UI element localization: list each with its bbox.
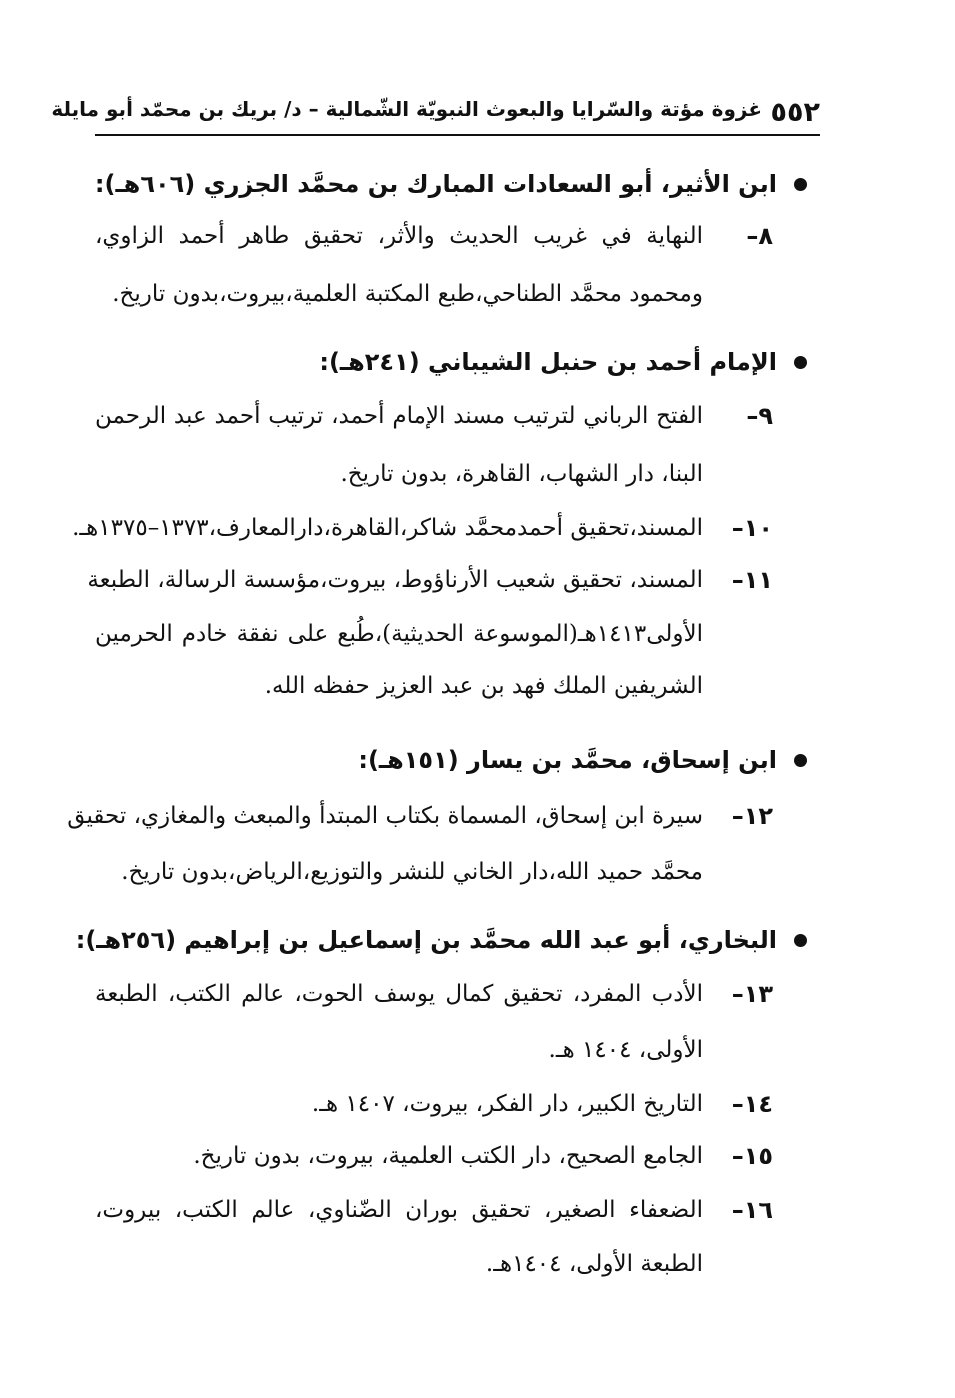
page-number: ٥٥٢ [770, 97, 820, 128]
entry-number: ١٤– [731, 1090, 773, 1118]
entry-line: الشريفين الملك فهد بن عبد العزيز حفظه الله. [264, 673, 703, 699]
running-header [51, 88, 820, 136]
running-title: غزوة مؤتة والسّرايا والبعوث النبويّة الشّمالية – د/ بريك بن محمّد أبو مايلة [51, 97, 762, 121]
bullet-icon [794, 356, 807, 369]
entry-line: البنا، دار الشهاب، القاهرة، بدون تاريخ. [340, 461, 703, 487]
author-name: الإمام أحمد بن حنبل الشيباني (٢٤١هـ): [319, 348, 777, 376]
bullet-icon [794, 754, 807, 767]
entry-line: الضعفاء الصغير، تحقيق بوران الضّناوي، عالم الكتب، بيروت، [95, 1197, 703, 1223]
entry-line: ومحمود محمَّد الطناحي،طبع المكتبة العلمية،بيروت،بدون تاريخ. [112, 281, 703, 307]
author-heading [95, 342, 777, 382]
entry-number: ٨– [746, 222, 773, 250]
entry-number: ١٢– [731, 802, 773, 830]
entry-line: سيرة ابن إسحاق، المسماة بكتاب المبتدأ والمبعث والمغازي، تحقيق [67, 803, 703, 829]
entry-number: ١١– [731, 566, 773, 594]
entry-number: ١٠– [731, 514, 773, 542]
entry-line: المسند،تحقيق أحمدمحمَّد شاكر،القاهرة،دارالمعارف،١٣٧٣–١٣٧٥هـ. [72, 515, 703, 541]
entry-line: الفتح الرباني لترتيب مسند الإمام أحمد، ترتيب أحمد عبد الرحمن [95, 403, 703, 429]
entry-number: ١٣– [731, 980, 773, 1008]
entry-line: الأولى١٤١٣هـ(الموسوعة الحديثية)،طُبع على نفقة خادم الحرمين [95, 621, 703, 647]
entry-line: الأولى، ١٤٠٤ هـ. [548, 1037, 703, 1063]
entry-line: الطبعة الأولى، ١٤٠٤هـ. [485, 1251, 703, 1277]
author-heading [75, 920, 777, 960]
author-heading [95, 164, 777, 204]
bullet-icon [794, 934, 807, 947]
author-heading [95, 740, 777, 780]
entry-line: المسند، تحقيق شعيب الأرناؤوط، بيروت،مؤسسة الرسالة، الطبعة [87, 567, 703, 593]
entry-number: ١٥– [731, 1142, 773, 1170]
author-name: ابن الأثير، أبو السعادات المبارك بن محمَّد الجزري (٦٠٦هـ): [94, 170, 777, 198]
entry-line: الأدب المفرد، تحقيق كمال يوسف الحوت، عالم الكتب، الطبعة [95, 981, 703, 1007]
author-name: البخاري، أبو عبد الله محمَّد بن إسماعيل بن إبراهيم (٢٥٦هـ): [75, 926, 777, 954]
author-name: ابن إسحاق، محمَّد بن يسار (١٥١هـ): [358, 746, 777, 774]
entry-line: محمَّد حميد الله،دار الخاني للنشر والتوزيع،الرياض،بدون تاريخ. [121, 859, 703, 885]
entry-number: ٩– [746, 402, 773, 430]
entry-line: النهاية في غريب الحديث والأثر، تحقيق طاهر أحمد الزاوي، [95, 223, 703, 249]
entry-line: الجامع الصحيح، دار الكتب العلمية، بيروت، بدون تاريخ. [193, 1143, 703, 1169]
entry-line: التاريخ الكبير، دار الفكر، بيروت، ١٤٠٧ هـ. [311, 1091, 703, 1117]
bullet-icon [794, 178, 807, 191]
entry-number: ١٦– [731, 1196, 773, 1224]
